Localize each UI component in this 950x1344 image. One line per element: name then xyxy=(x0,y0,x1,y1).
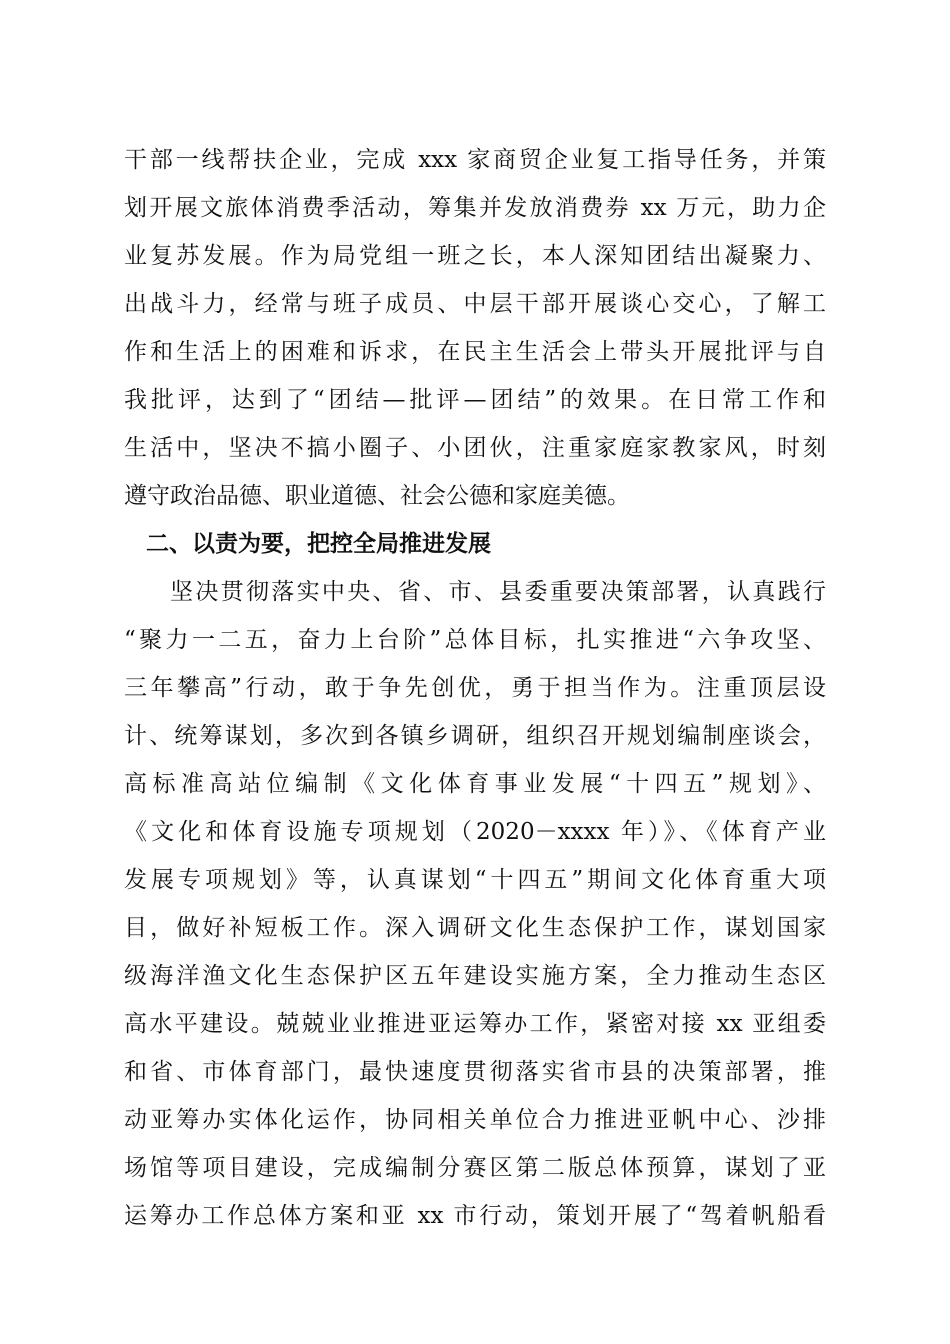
paragraph-2-line-4: 计、统筹谋划，多次到各镇乡调研，组织召开规划编制座谈会， xyxy=(124,723,826,749)
paragraph-1-line-8: 遵守政治品德、职业道德、社会公德和家庭美德。 xyxy=(124,483,630,509)
paragraph-1-line-5: 作和生活上的困难和诉求，在民主生活会上带头开展批评与自 xyxy=(124,339,826,365)
paragraph-2-line-8: 目，做好补短板工作。深入调研文化生态保护工作，谋划国家 xyxy=(124,915,826,941)
paragraph-1-line-1: 干部一线帮扶企业，完成 xxx 家商贸企业复工指导任务，并策 xyxy=(124,147,826,173)
paragraph-2-line-3: 三年攀高”行动，敢于争先创优，勇于担当作为。注重顶层设 xyxy=(124,675,826,701)
paragraph-2-line-5: 高标准高站位编制《文化体育事业发展“十四五”规划》、 xyxy=(124,771,826,797)
paragraph-1-line-6: 我批评，达到了“团结—批评—团结”的效果。在日常工作和 xyxy=(124,387,826,413)
paragraph-2-line-13: 场馆等项目建设，完成编制分赛区第二版总体预算，谋划了亚 xyxy=(124,1155,826,1181)
paragraph-1-line-2: 划开展文旅体消费季活动，筹集并发放消费券 xx 万元，助力企 xyxy=(124,195,826,221)
paragraph-2-line-2: “聚力一二五，奋力上台阶”总体目标，扎实推进“六争攻坚、 xyxy=(124,627,826,653)
section-2-heading: 二、以责为要，把控全局推进发展 xyxy=(146,531,491,557)
paragraph-2-line-11: 和省、市体育部门，最快速度贯彻落实省市县的决策部署，推 xyxy=(124,1059,826,1085)
paragraph-1-line-4: 出战斗力，经常与班子成员、中层干部开展谈心交心，了解工 xyxy=(124,291,826,317)
paragraph-1-line-3: 业复苏发展。作为局党组一班之长，本人深知团结出凝聚力、 xyxy=(124,243,826,269)
paragraph-2-line-1: 坚决贯彻落实中央、省、市、县委重要决策部署，认真践行 xyxy=(170,579,826,605)
paragraph-2-line-9: 级海洋渔文化生态保护区五年建设实施方案，全力推动生态区 xyxy=(124,963,826,989)
paragraph-2-line-12: 动亚筹办实体化运作，协同相关单位合力推进亚帆中心、沙排 xyxy=(124,1107,826,1133)
paragraph-2-line-10: 高水平建设。兢兢业业推进亚运筹办工作，紧密对接 xx 亚组委 xyxy=(124,1011,826,1037)
paragraph-2-line-14: 运筹办工作总体方案和亚 xx 市行动，策划开展了“驾着帆船看 xyxy=(124,1203,826,1229)
paragraph-1-line-7: 生活中，坚决不搞小圈子、小团伙，注重家庭家教家风，时刻 xyxy=(124,435,826,461)
paragraph-2-line-7: 发展专项规划》等，认真谋划“十四五”期间文化体育重大项 xyxy=(124,867,826,893)
paragraph-2-line-6: 《文化和体育设施专项规划（2020－xxxx 年）》、《体育产业 xyxy=(124,819,826,845)
